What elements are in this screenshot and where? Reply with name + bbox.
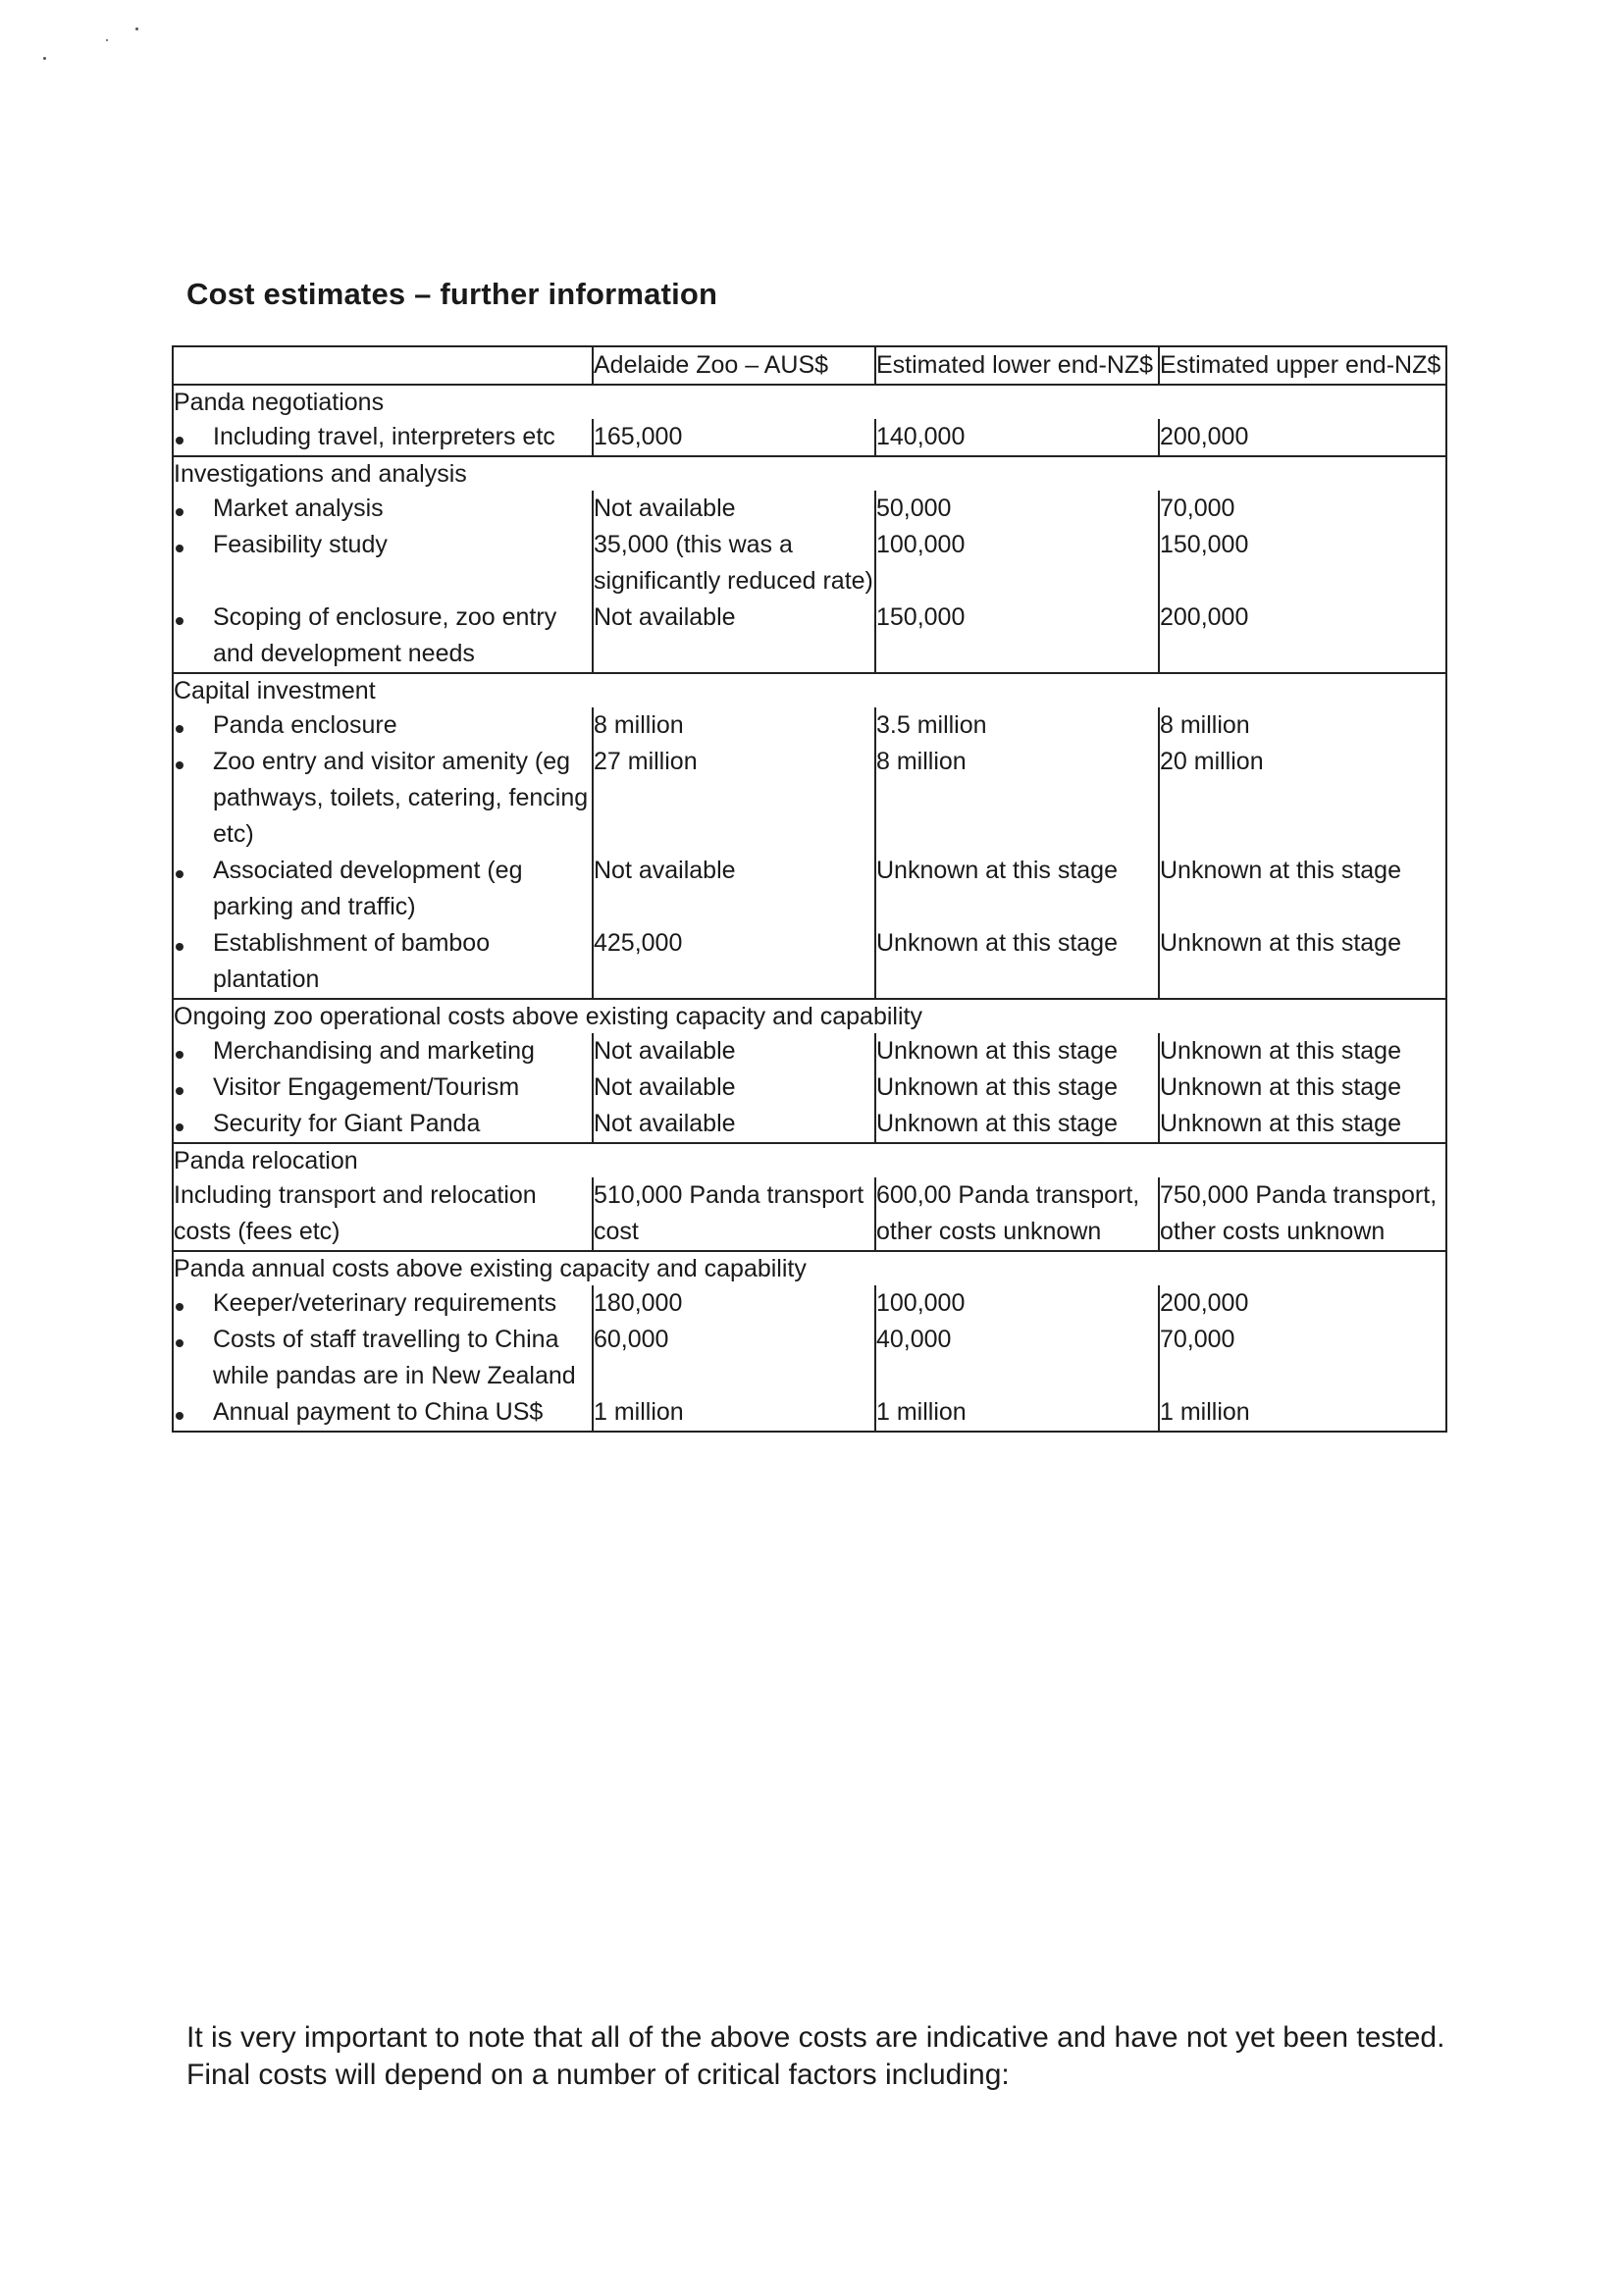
table-header-row	[173, 346, 1446, 385]
section-heading: Capital investment	[173, 673, 1446, 707]
value-cell-lower: 150,000	[875, 600, 1159, 673]
table-body	[173, 385, 1446, 1432]
value-cell-adelaide: 8 million	[593, 707, 875, 744]
value-cell-adelaide: Not available	[593, 491, 875, 527]
value-cell-lower: Unknown at this stage	[875, 1106, 1159, 1143]
value-cell-adelaide: 510,000 Panda transport cost	[593, 1177, 875, 1251]
bullet-icon	[174, 419, 213, 455]
cost-item-cell	[173, 1106, 593, 1143]
section-heading: Panda negotiations	[173, 385, 1446, 419]
table-row	[173, 925, 1446, 999]
cost-item-label: Panda enclosure	[213, 711, 397, 739]
bullet-icon	[174, 1106, 213, 1142]
cost-item-label: Security for Giant Panda	[213, 1110, 481, 1137]
section-header-row	[173, 999, 1446, 1033]
table-row	[173, 491, 1446, 527]
value-cell-upper: 8 million	[1159, 707, 1446, 744]
cost-item-label: Feasibility study	[213, 531, 388, 558]
value-cell-adelaide: 425,000	[593, 925, 875, 999]
cost-item-label: Annual payment to China US$	[213, 1398, 544, 1426]
cost-item-cell	[173, 1033, 593, 1070]
cost-item-cell	[173, 527, 593, 600]
table-row	[173, 1070, 1446, 1106]
cost-item-cell	[173, 853, 593, 925]
bullet-icon	[174, 1394, 213, 1431]
column-header-item	[173, 346, 593, 385]
value-cell-upper: 200,000	[1159, 419, 1446, 456]
value-cell-lower: 40,000	[875, 1322, 1159, 1394]
value-cell-adelaide: 35,000 (this was a significantly reduced rate)	[593, 527, 875, 600]
bullet-icon	[174, 491, 213, 527]
value-cell-lower: Unknown at this stage	[875, 1070, 1159, 1106]
cost-item-label: Including travel, interpreters etc	[213, 423, 555, 450]
cost-item-label: Costs of staff travelling to China while pandas are in New Zealand	[213, 1326, 576, 1389]
value-cell-upper: Unknown at this stage	[1159, 925, 1446, 999]
table-row	[173, 419, 1446, 456]
value-cell-adelaide: 60,000	[593, 1322, 875, 1394]
value-cell-upper: 200,000	[1159, 1285, 1446, 1322]
section-heading: Ongoing zoo operational costs above existing capacity and capability	[173, 999, 1446, 1033]
section-header-row	[173, 1143, 1446, 1177]
value-cell-adelaide: 180,000	[593, 1285, 875, 1322]
value-cell-lower: 140,000	[875, 419, 1159, 456]
value-cell-lower: Unknown at this stage	[875, 1033, 1159, 1070]
value-cell-upper: 150,000	[1159, 527, 1446, 600]
bullet-icon	[174, 1322, 213, 1394]
cost-item-label: Visitor Engagement/Tourism	[213, 1073, 520, 1101]
value-cell-adelaide: Not available	[593, 1033, 875, 1070]
section-heading: Investigations and analysis	[173, 456, 1446, 491]
bullet-icon	[174, 527, 213, 563]
table-row	[173, 1322, 1446, 1394]
scan-speck	[135, 27, 138, 30]
bullet-icon	[174, 600, 213, 672]
value-cell-upper: 70,000	[1159, 1322, 1446, 1394]
table-row	[173, 853, 1446, 925]
value-cell-lower: 50,000	[875, 491, 1159, 527]
column-header-adelaide: Adelaide Zoo – AUS$	[593, 346, 875, 385]
scan-speck	[43, 57, 46, 60]
value-cell-lower: 100,000	[875, 1285, 1159, 1322]
scan-speck	[106, 39, 108, 41]
value-cell-upper: 200,000	[1159, 600, 1446, 673]
value-cell-lower: Unknown at this stage	[875, 853, 1159, 925]
value-cell-upper: Unknown at this stage	[1159, 1070, 1446, 1106]
cost-item-cell	[173, 1285, 593, 1322]
section-header-row	[173, 456, 1446, 491]
section-header-row	[173, 1251, 1446, 1285]
value-cell-upper: 750,000 Panda transport, other costs unknown	[1159, 1177, 1446, 1251]
cost-item-label: Establishment of bamboo plantation	[213, 929, 491, 993]
cost-item-cell	[173, 707, 593, 744]
cost-item-label: Including transport and relocation costs (fees etc)	[174, 1181, 537, 1245]
table-row	[173, 1033, 1446, 1070]
column-header-lower: Estimated lower end-NZ$	[875, 346, 1159, 385]
value-cell-upper: Unknown at this stage	[1159, 1033, 1446, 1070]
table-row	[173, 707, 1446, 744]
section-header-row	[173, 385, 1446, 419]
table-row	[173, 527, 1446, 600]
cost-item-label: Zoo entry and visitor amenity (eg pathways, toilets, catering, fencing etc)	[213, 748, 589, 848]
column-header-upper: Estimated upper end-NZ$	[1159, 346, 1446, 385]
cost-item-cell	[173, 1070, 593, 1106]
cost-item-label: Scoping of enclosure, zoo entry and development needs	[213, 603, 557, 667]
cost-item-cell	[173, 1322, 593, 1394]
value-cell-lower: Unknown at this stage	[875, 925, 1159, 999]
cost-item-label: Associated development (eg parking and traffic)	[213, 857, 523, 920]
value-cell-upper: 20 million	[1159, 744, 1446, 853]
section-heading: Panda relocation	[173, 1143, 1446, 1177]
cost-item-label: Keeper/veterinary requirements	[213, 1289, 557, 1317]
table-row	[173, 1394, 1446, 1432]
value-cell-lower: 100,000	[875, 527, 1159, 600]
table-row	[173, 744, 1446, 853]
page-title: Cost estimates – further information	[186, 277, 718, 311]
value-cell-upper: 70,000	[1159, 491, 1446, 527]
value-cell-lower: 1 million	[875, 1394, 1159, 1432]
bullet-icon	[174, 853, 213, 925]
cost-item-cell	[173, 600, 593, 673]
value-cell-upper: Unknown at this stage	[1159, 1106, 1446, 1143]
value-cell-adelaide: 27 million	[593, 744, 875, 853]
cost-item-cell	[173, 925, 593, 999]
cost-item-cell	[173, 744, 593, 853]
value-cell-adelaide: Not available	[593, 600, 875, 673]
value-cell-adelaide: Not available	[593, 1106, 875, 1143]
section-heading: Panda annual costs above existing capacity and capability	[173, 1251, 1446, 1285]
table-row	[173, 1106, 1446, 1143]
cost-item-label: Market analysis	[213, 495, 384, 522]
cost-item-cell	[173, 419, 593, 456]
value-cell-upper: 1 million	[1159, 1394, 1446, 1432]
value-cell-adelaide: Not available	[593, 853, 875, 925]
cost-item-cell	[173, 491, 593, 527]
cost-item-cell	[173, 1177, 593, 1251]
cost-estimates-table	[172, 345, 1447, 1433]
bullet-icon	[174, 744, 213, 853]
value-cell-adelaide: 165,000	[593, 419, 875, 456]
table-row	[173, 1285, 1446, 1322]
bullet-icon	[174, 1070, 213, 1106]
value-cell-adelaide: Not available	[593, 1070, 875, 1106]
value-cell-upper: Unknown at this stage	[1159, 853, 1446, 925]
bullet-icon	[174, 1033, 213, 1070]
bullet-icon	[174, 1285, 213, 1322]
table-row	[173, 1177, 1446, 1251]
value-cell-lower: 600,00 Panda transport, other costs unknown	[875, 1177, 1159, 1251]
bullet-icon	[174, 707, 213, 744]
cost-item-label: Merchandising and marketing	[213, 1037, 535, 1065]
value-cell-lower: 3.5 million	[875, 707, 1159, 744]
footnote: It is very important to note that all of the above costs are indicative and have not yet been tested. Final costs will depend on a number of critical factors including:	[186, 2021, 1445, 2091]
cost-item-cell	[173, 1394, 593, 1432]
value-cell-adelaide: 1 million	[593, 1394, 875, 1432]
bullet-icon	[174, 925, 213, 998]
section-header-row	[173, 673, 1446, 707]
value-cell-lower: 8 million	[875, 744, 1159, 853]
table-row	[173, 600, 1446, 673]
